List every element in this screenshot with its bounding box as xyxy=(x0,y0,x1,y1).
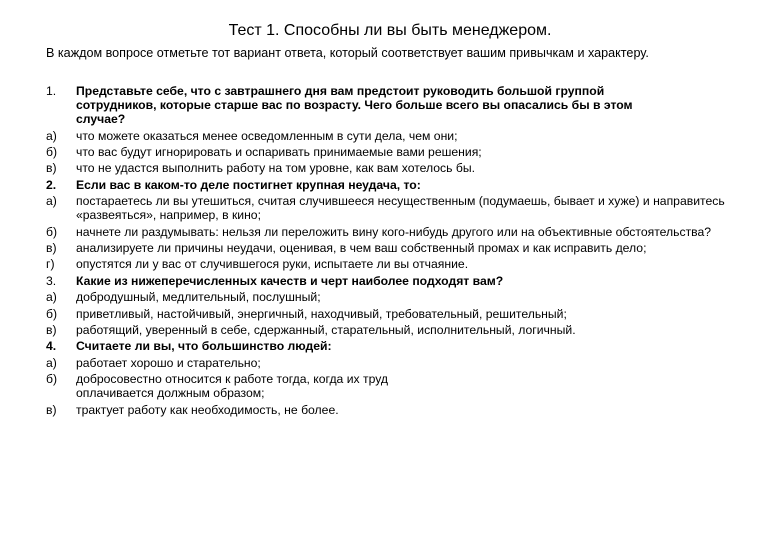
question-number: 2. xyxy=(46,177,57,192)
option-text: добродушный, медлительный, послушный; xyxy=(76,290,321,305)
option-text: приветливый, настойчивый, энергичный, находчивый, требовательный, решительный; xyxy=(76,306,567,321)
answer-option xyxy=(46,161,746,175)
answer-option xyxy=(46,403,746,417)
option-text: работает хорошо и старательно; xyxy=(76,355,261,370)
option-marker: б) xyxy=(46,306,58,321)
option-marker: б) xyxy=(46,224,58,239)
option-text: анализируете ли причины неудачи, оценивая, в чем ваш собственный промах и как исправить дело; xyxy=(76,241,647,256)
answer-option xyxy=(46,225,746,239)
answer-option xyxy=(46,241,746,255)
option-marker: в) xyxy=(46,241,57,256)
question-2 xyxy=(46,178,746,192)
option-text: что можете оказаться менее осведомленным в сути дела, чем они; xyxy=(76,128,458,143)
option-marker: а) xyxy=(46,128,57,143)
question-number: 1. xyxy=(46,84,57,98)
page-title: Тест 1. Способны ли вы быть менеджером. xyxy=(228,22,552,39)
option-marker: б) xyxy=(46,372,58,387)
option-marker: а) xyxy=(46,194,57,209)
answer-option xyxy=(46,129,746,143)
instructions: В каждом вопросе отметьте тот вариант ответа, который соответствует вашим привычкам и характеру. xyxy=(46,46,649,60)
answer-option xyxy=(46,145,746,159)
option-text: что не удастся выполнить работу на том уровне, как вам хотелось бы. xyxy=(76,161,476,176)
option-text: добросовестно относится к работе тогда, когда их труд оплачивается должным образом; xyxy=(76,372,389,401)
option-marker: в) xyxy=(46,322,57,337)
option-marker: г) xyxy=(46,257,55,272)
answer-option xyxy=(46,323,746,337)
answer-option xyxy=(46,356,746,370)
option-text: что вас будут игнорировать и оспаривать принимаемые вами решения; xyxy=(76,144,482,159)
option-marker: а) xyxy=(46,355,57,370)
question-number: 4. xyxy=(46,339,57,354)
option-text: постараетесь ли вы утешиться, считая случившееся несущественным (подумаешь, бывает и хуже) и направитесь «развеяться», например, в кино; xyxy=(76,194,725,223)
answer-option xyxy=(46,307,746,321)
question-3 xyxy=(46,274,746,288)
option-text: опустятся ли у вас от случившегося руки, испытаете ли вы отчаяние. xyxy=(76,257,469,272)
answer-option xyxy=(46,194,746,222)
question-text: Если вас в каком-то деле постигнет крупная неудача, то: xyxy=(76,177,421,192)
question-1 xyxy=(46,84,746,126)
answer-option xyxy=(46,257,746,271)
question-text: Считаете ли вы, что большинство людей: xyxy=(76,339,332,354)
option-text: трактует работу как необходимость, не более. xyxy=(76,402,339,417)
option-text: работящий, уверенный в себе, сдержанный, старательный, исполнительный, логичный. xyxy=(76,322,576,337)
answer-option xyxy=(46,290,746,304)
question-list xyxy=(46,84,746,419)
question-number: 3. xyxy=(46,273,57,288)
question-4 xyxy=(46,339,746,353)
question-text: Какие из нижеперечисленных качеств и черт наиболее подходят вам? xyxy=(76,273,504,288)
answer-option xyxy=(46,372,746,400)
option-marker: в) xyxy=(46,402,57,417)
option-marker: а) xyxy=(46,290,57,305)
option-marker: б) xyxy=(46,144,58,159)
question-text: Представьте себе, что с завтрашнего дня вам предстоит руководить большой группой сотрудников, которые старше вас по возрасту. Чего больше всего вы опасались бы в этом случае? xyxy=(76,84,633,127)
option-marker: в) xyxy=(46,161,57,176)
option-text: начнете ли раздумывать: нельзя ли переложить вину кого-нибудь другого или на объективные обстоятельства? xyxy=(76,224,712,239)
